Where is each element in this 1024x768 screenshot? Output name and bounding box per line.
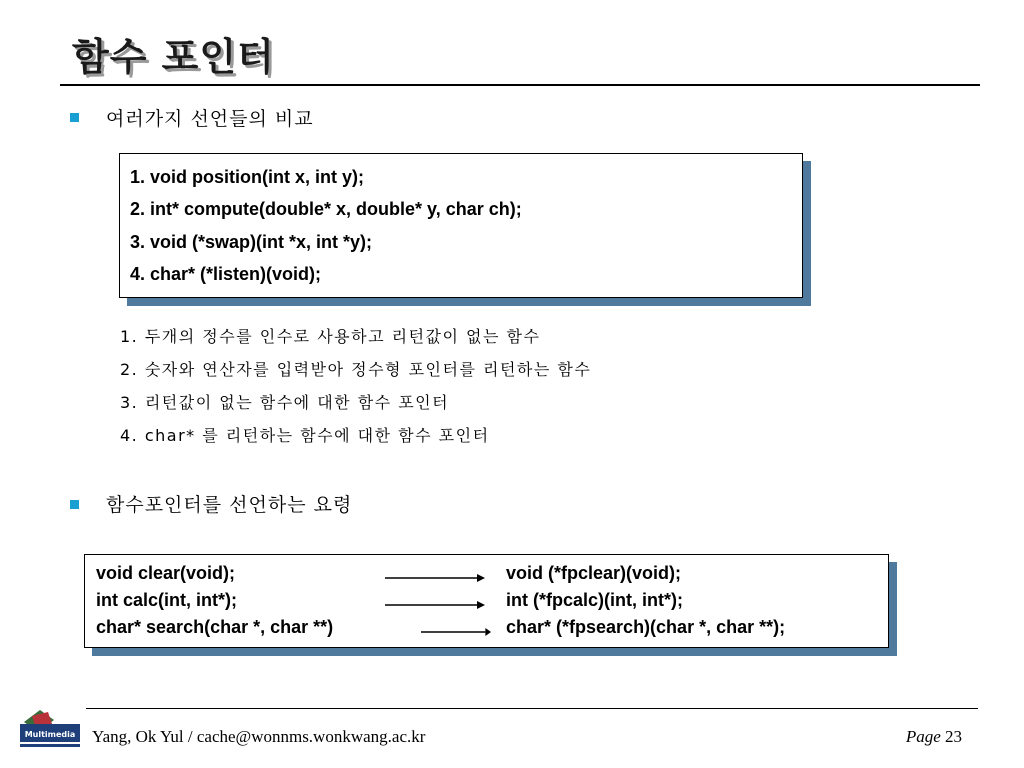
code-line: 2. int* compute(double* x, double* y, char ch); <box>130 199 522 219</box>
list-item: 3. 리턴값이 없는 함수에 대한 함수 포인터 <box>120 393 450 412</box>
footer-page <box>906 727 962 747</box>
conversion-row <box>85 617 888 644</box>
title-divider <box>60 84 980 86</box>
function-declaration: char* search(char *, char **) <box>96 617 334 637</box>
logo-text: Multimedia <box>24 730 76 739</box>
list-item: 1. 두개의 정수를 인수로 사용하고 리턴값이 없는 함수 <box>120 327 541 346</box>
footer-author: Yang, Ok Yul / cache@wonnms.wonkwang.ac.kr <box>92 727 426 746</box>
conversion-row <box>85 590 888 617</box>
bullet-icon <box>70 500 79 509</box>
function-pointer-declaration: char* (*fpsearch)(char *, char **); <box>506 617 786 637</box>
code-line: 3. void (*swap)(int *x, int *y); <box>130 232 373 252</box>
arrow-right-icon <box>421 627 491 637</box>
code-line: 1. void position(int x, int y); <box>130 167 364 187</box>
function-pointer-declaration: int (*fpcalc)(int, int*); <box>506 590 683 610</box>
section-heading-howto: 함수포인터를 선언하는 요령 <box>106 494 353 516</box>
page-number: 23 <box>945 727 962 746</box>
list-item: 2. 숫자와 연산자를 입력받아 정수형 포인터를 리턴하는 함수 <box>120 360 592 379</box>
arrow-right-icon <box>385 573 485 583</box>
conversion-row <box>85 563 888 590</box>
page-label: Page <box>905 727 941 746</box>
function-declaration: void clear(void); <box>96 563 236 583</box>
declarations-code-box <box>119 153 803 298</box>
function-declaration: int calc(int, int*); <box>96 590 237 610</box>
list-item: 4. char* 를 리턴하는 함수에 대한 함수 포인터 <box>120 426 490 445</box>
arrow-right-icon <box>385 600 485 610</box>
page-title: 함수 포인터 <box>72 35 275 79</box>
section-heading-comparison: 여러가지 선언들의 비교 <box>106 108 314 130</box>
multimedia-logo-icon <box>18 708 82 750</box>
function-pointer-declaration: void (*fpclear)(void); <box>506 563 682 583</box>
bullet-icon <box>70 113 79 122</box>
code-line: 4. char* (*listen)(void); <box>130 264 322 284</box>
footer-divider <box>86 708 978 709</box>
conversion-code-box <box>84 554 889 648</box>
